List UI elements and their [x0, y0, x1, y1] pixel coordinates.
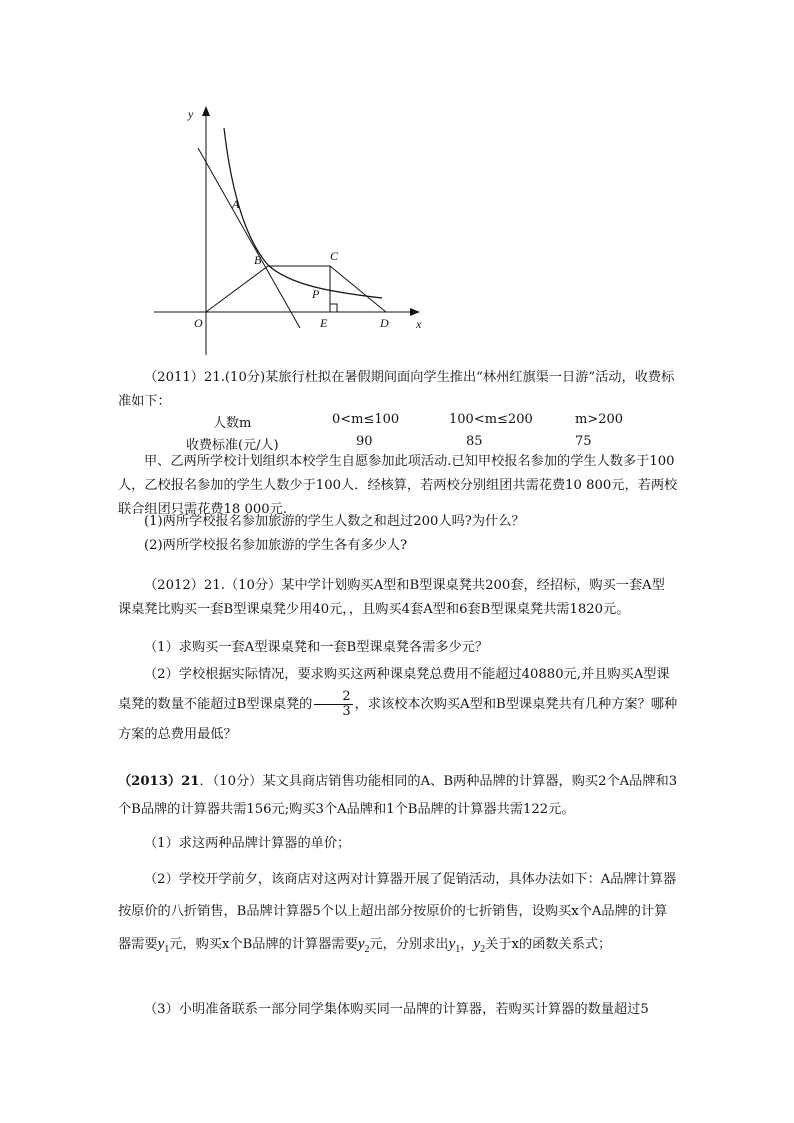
right-angle-mark [330, 304, 337, 312]
line-ab [198, 148, 300, 328]
q2012-q2-after: ，求该校本次购买A型和B型课桌凳共有几种方案？哪种方案的总费用最低？ [118, 697, 678, 742]
table-header-0: 人数m [213, 416, 252, 431]
table-header-3: m>200 [575, 412, 624, 427]
hyperbola-curve [224, 128, 382, 298]
q2013-intro-text: ．（10分）某文具商店销售功能相同的A、B两种品牌的计算器，购买2个A品牌和3个B品牌的计算器共需156元;购买3个A品牌和1个B品牌的计算器共需122元。 [118, 774, 678, 817]
y-axis-arrow [202, 106, 210, 116]
q2013-q2-a: （2）学校开学前夕，该商店对这两对计算器开展了促销活动，具体办法如下：A品牌计算器按原价的八折销售，B品牌计算器5个以上超出部分按原价的七折销售，设购买x个A品牌的计算器需要 [118, 872, 677, 952]
segment-ob [206, 266, 268, 312]
table-cell-1: 90 [356, 434, 373, 449]
var-y2-again: $y_2$ [473, 936, 486, 955]
label-c: C [330, 249, 339, 263]
q2013-q3: （3）小明准备联系一部分同学集体购买同一品牌的计算器，若购买计算器的数量超过5 [144, 1002, 649, 1017]
q2012-q2-before: （2）学校根据实际情况，要求购买这两种课桌凳总费用不能超过40880元,并且购买A型课桌凳的数量不能超过B型课桌凳的 [118, 667, 670, 712]
q2012-q1: （1）求购买一套A型课桌凳和一套B型课桌凳各需多少元？ [144, 640, 489, 655]
label-o: O [194, 316, 203, 330]
table-header-1: 0<m≤100 [332, 412, 400, 427]
label-a: A [232, 197, 240, 211]
table-cell-3: 75 [575, 434, 592, 449]
label-x: x [416, 317, 422, 331]
table-cell-2: 85 [466, 434, 483, 449]
q2012-q2 [118, 660, 678, 750]
label-b: B [254, 253, 262, 267]
label-y: y [188, 107, 194, 121]
q2013-q2-b: 元，购买x个B品牌的计算器需要 [169, 937, 358, 952]
var-y1-again: $y_1$ [448, 936, 461, 955]
x-axis-arrow [410, 308, 420, 316]
q2011-q2: (2)两所学校报名参加旅游的学生各有多少人? [144, 538, 408, 553]
table-cell-0: 收费标准(元/人) [186, 438, 279, 453]
q2013-q2-e: 关于x的函数关系式； [485, 937, 612, 952]
fraction-denominator: 3 [342, 704, 351, 719]
q2011-intro: （2011）21.(10分)某旅行杜拟在暑假期间面向学生推出“林州红旗渠一日游”活动，收费标准如下： [118, 370, 675, 409]
label-d: D [380, 316, 389, 330]
q2012-intro: （2012）21.（10分）某中学计划购买A型和B型课桌凳共200套，经招标，购买一套A型课桌凳比购买一套B型课桌凳少用40元，，且购买4套A型和6套B型课桌凳共需1820元。 [118, 578, 665, 617]
q2011-q1: (1)两所学校报名参加旅游的学生人数之和赳过200人吗?为什么？ [144, 514, 525, 529]
var-y2: $y_2$ [357, 936, 370, 955]
geometry-figure [150, 100, 440, 360]
q2013-year: （2013）21 [118, 774, 200, 789]
table-header-2: 100<m≤200 [449, 412, 533, 427]
q2013-q1: （1）求这两种品牌计算器的单价； [144, 836, 351, 851]
fraction-numerator: 2 [314, 690, 352, 705]
segment-cd [330, 266, 386, 312]
q2013-intro [118, 768, 678, 824]
var-y1: $y_1$ [157, 936, 170, 955]
label-e: E [320, 316, 328, 330]
q2013-q2 [118, 864, 678, 966]
fraction-two-thirds [314, 690, 352, 719]
q2013-q2-d: ， [460, 937, 474, 952]
label-p: P [312, 287, 320, 301]
q2011-body: 甲、乙两所学校计划组织本校学生自愿参加此项活动.已知甲校报名参加的学生人数多于100人，乙校报名参加的学生人数少于100人．经核算，若两校分别组团共需花费10 800元，若两校联合组团只需花费18 000元. [118, 454, 678, 517]
q2013-q2-c: 元，分别求出 [369, 937, 449, 952]
